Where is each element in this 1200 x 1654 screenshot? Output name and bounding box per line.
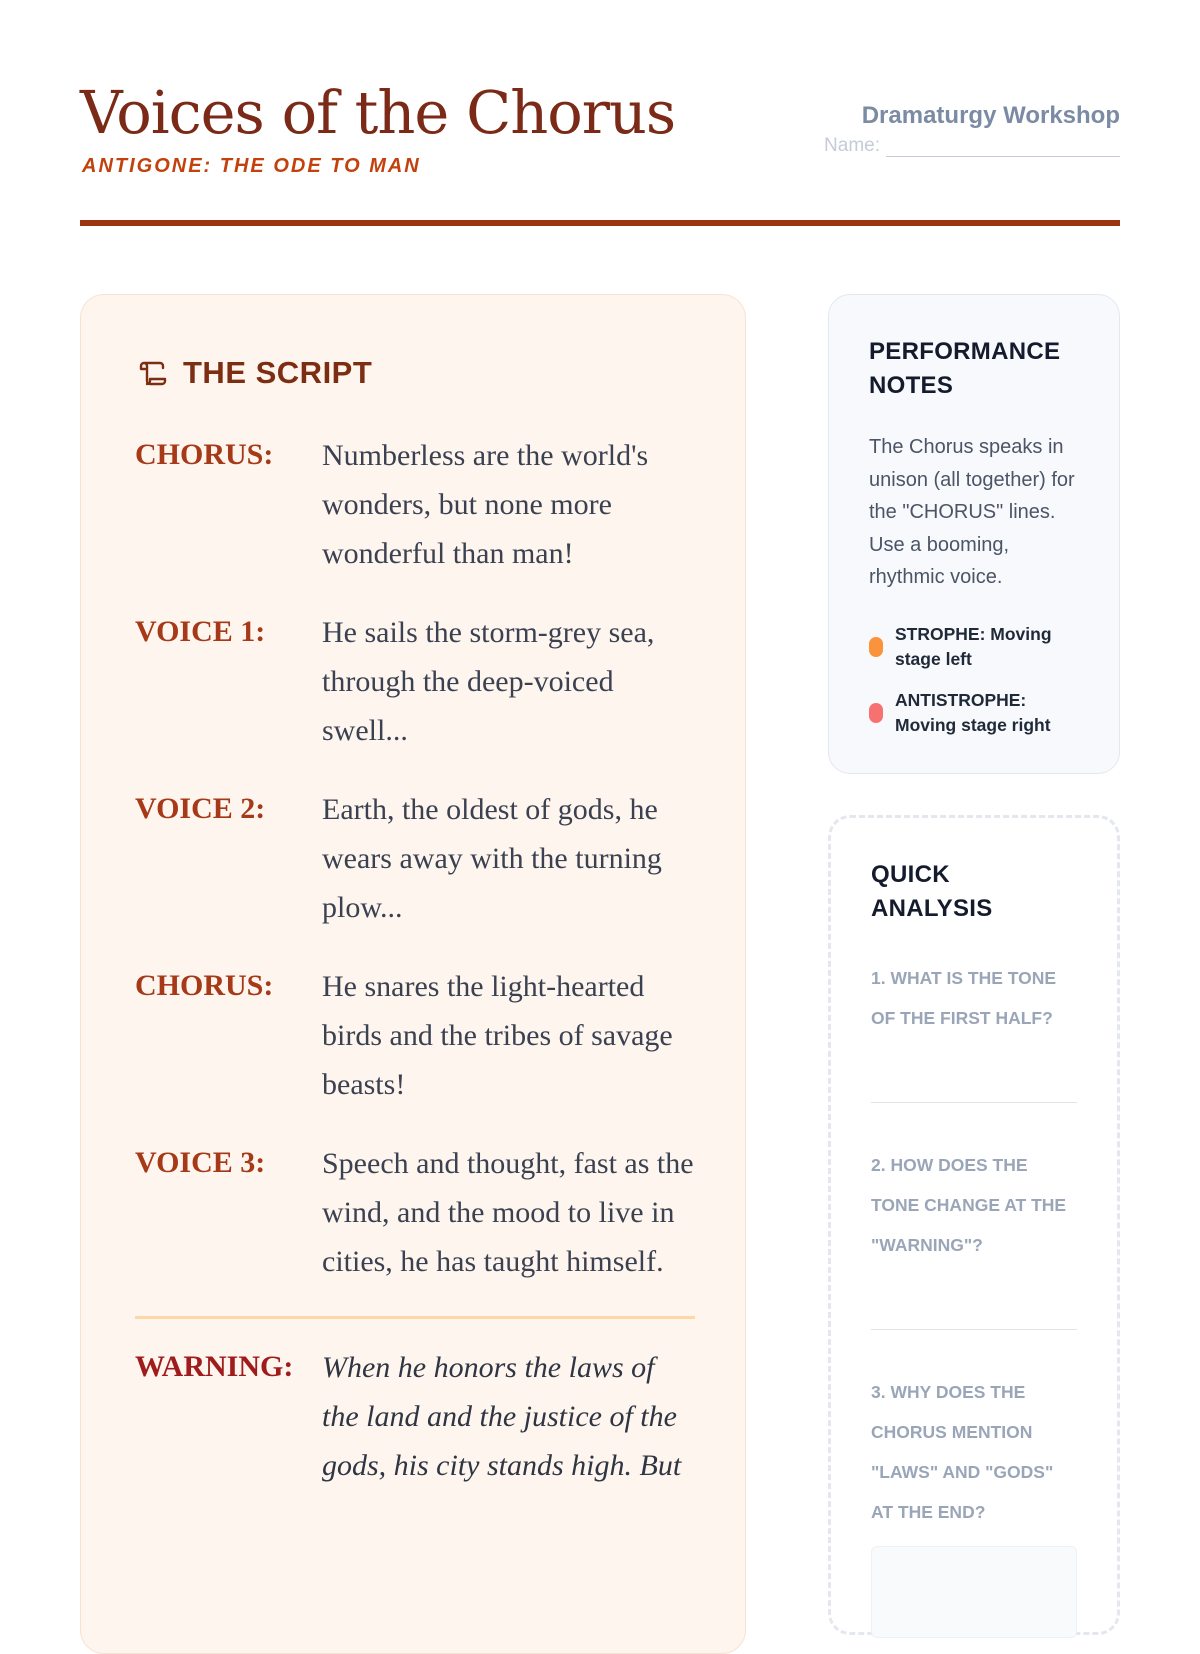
legend-item-antistrophe: [869, 688, 1079, 738]
speech-text: Numberless are the world's wonders, but none more wonderful than man!: [322, 439, 649, 570]
legend-item-strophe: [869, 622, 1079, 672]
script-header: [135, 355, 372, 391]
performance-notes-body: The Chorus speaks in unison (all together) for the "CHORUS" lines. Use a booming, rhythmic voice.: [869, 436, 1075, 588]
script-line: [135, 1139, 695, 1286]
scroll-icon: [135, 356, 169, 390]
strophe-dot-icon: [869, 637, 883, 657]
script-line: [135, 785, 695, 932]
antistrophe-dot-icon: [869, 703, 883, 723]
quick-analysis-title: QUICK ANALYSIS: [871, 861, 993, 922]
answer-space[interactable]: [871, 1038, 1077, 1102]
warning-line: [135, 1343, 695, 1490]
workshop-label: Dramaturgy Workshop: [861, 102, 1120, 129]
analysis-question: 1. WHAT IS THE TONE OF THE FIRST HALF?: [871, 968, 1057, 1028]
script-line: [135, 608, 695, 755]
answer-line: [871, 1329, 1077, 1330]
script-lines: [135, 431, 695, 1520]
script-card: [80, 294, 746, 1654]
legend-label: ANTISTROPHE: Moving stage right: [895, 689, 1051, 735]
speaker-label: VOICE 3:: [135, 1146, 266, 1179]
analysis-question: 2. HOW DOES THE TONE CHANGE AT THE "WARNING"?: [871, 1155, 1067, 1255]
speaker-label: CHORUS:: [135, 969, 274, 1002]
legend-label: STROPHE: Moving stage left: [895, 623, 1052, 669]
quick-analysis-card: [828, 815, 1120, 1635]
script-line: [135, 962, 695, 1109]
warning-text: When he honors the laws of the land and the justice of the gods, his city stands high. But: [322, 1351, 682, 1482]
script-title: THE SCRIPT: [183, 355, 373, 390]
speaker-label: VOICE 2:: [135, 792, 266, 825]
script-line: [135, 431, 695, 578]
answer-line: [871, 1102, 1077, 1103]
answer-box[interactable]: [871, 1546, 1077, 1638]
performance-notes-title: PERFORMANCE NOTES: [869, 338, 1061, 399]
warning-label: WARNING:: [135, 1350, 294, 1383]
page-subtitle: ANTIGONE: THE ODE TO MAN: [82, 155, 421, 177]
warning-divider: [135, 1316, 695, 1319]
speech-text: He snares the light-hearted birds and the tribes of savage beasts!: [322, 970, 673, 1101]
name-blank-line[interactable]: [886, 136, 1120, 157]
page-title: Voices of the Chorus: [80, 78, 676, 147]
performance-notes-card: [828, 294, 1120, 774]
name-label: Name:: [824, 135, 880, 156]
header-divider: [80, 220, 1120, 226]
movement-legend: [869, 622, 1079, 738]
speech-text: He sails the storm-grey sea, through the deep-voiced swell...: [322, 616, 655, 747]
speech-text: Speech and thought, fast as the wind, and the mood to live in cities, he has taught himself.: [322, 1147, 694, 1278]
answer-space[interactable]: [871, 1265, 1077, 1329]
analysis-question: 3. WHY DOES THE CHORUS MENTION "LAWS" AND "GODS" AT THE END?: [871, 1382, 1054, 1522]
speech-text: Earth, the oldest of gods, he wears away with the turning plow...: [322, 793, 662, 924]
speaker-label: CHORUS:: [135, 438, 274, 471]
speaker-label: VOICE 1:: [135, 615, 266, 648]
name-field[interactable]: [824, 135, 1120, 157]
